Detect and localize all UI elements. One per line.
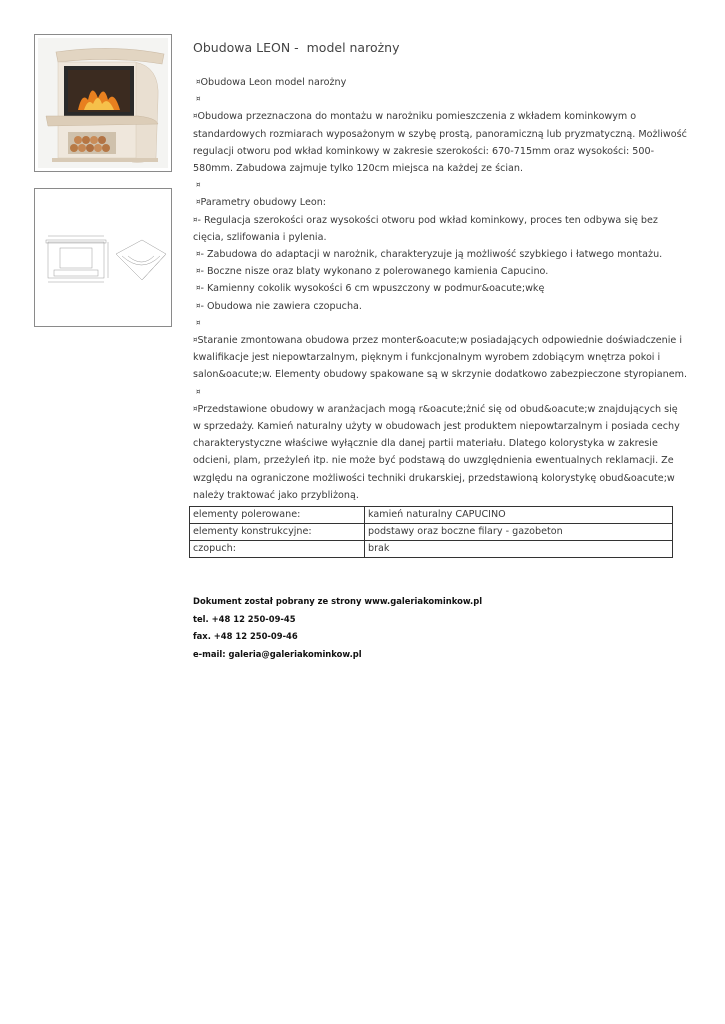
parameter-item: ¤- Boczne nisze oraz blaty wykonano z polerowanego kamienia Capucino.	[196, 266, 549, 278]
empty-line	[193, 315, 688, 332]
bullet-icon: ¤	[193, 404, 198, 413]
parameter-item: ¤- Regulacja szerokości oraz wysokości otworu pod wkład kominkowy, proces ten odbywa się bez cięcia, szlifowania i pylenia.	[193, 214, 658, 243]
empty-line	[193, 91, 688, 108]
bullet-icon: ¤	[196, 318, 201, 327]
parameter-item: ¤- Zabudowa do adaptacji w narożnik, charakteryzuje ją możliwość szybkiego i łatwego montażu.	[196, 249, 663, 261]
parameters-heading: ¤Parametry obudowy Leon:	[196, 197, 327, 209]
bullet-icon: ¤	[193, 112, 198, 121]
spec-key: elementy polerowane:	[190, 507, 365, 524]
parameter-item: ¤- Obudowa nie zawiera czopucha.	[196, 300, 362, 312]
paragraph-assembly: ¤Staranie zmontowana obudowa przez monter&oacute;w posiadających odpowiednie doświadczenie i kwalifikacje jest niepowtarzalnym, pięknym i funkcjonalnym wyrobem zdobiącym wnętrza pokoi i salon&oacute;w. Elementy obudowy spakowane są w skrzynie dodatkowo zabezpieczone styropianem.	[193, 335, 688, 381]
fax-number: fax. +48 12 250-09-46	[193, 631, 298, 641]
bullet-icon: ¤	[196, 387, 201, 396]
bullet-icon: ¤	[196, 301, 201, 310]
bullet-icon: ¤	[196, 267, 201, 276]
spec-value: podstawy oraz boczne filary - gazobeton	[365, 524, 673, 541]
spec-value: kamień naturalny CAPUCINO	[365, 507, 673, 524]
bullet-icon: ¤	[196, 181, 201, 190]
bullet-icon: ¤	[196, 95, 201, 104]
email-address: e-mail: galeria@galeriakominkow.pl	[193, 648, 362, 659]
page-title: Obudowa LEON - model narożny	[193, 40, 400, 55]
bullet-icon: ¤	[196, 78, 201, 86]
paragraph-disclaimer: ¤Przedstawione obudowy w aranżacjach mogą r&oacute;żnić się od obud&oacute;w znajdujących się w sprzedaży. Kamień naturalny użyty w obudowach jest produktem niepowtarzalnym i posiada cechy charakterystyczne właściwe wyłącznie dla danej partii materiału. Dlatego kolorystyka w zakresie odcieni, plam, przeżyleń itp. nie może być podstawą do uwzględnienia ewentualnych reklamacji. Ze względu na ograniczone możliwości techniki drukarskiej, przedstawioną kolorystykę obud&oacute;w należy traktować jako przybliżoną.	[193, 403, 680, 501]
bullet-icon: ¤	[196, 284, 201, 293]
fireplace-photo[interactable]	[34, 34, 172, 172]
spec-value: brak	[365, 541, 673, 558]
table-row	[190, 541, 673, 558]
bullet-icon: ¤	[193, 336, 198, 345]
empty-line	[193, 177, 688, 194]
spec-key: elementy konstrukcyjne:	[190, 524, 365, 541]
paragraph-intro: ¤Obudowa Leon model narożny	[196, 77, 347, 88]
paragraph-description: ¤Obudowa przeznaczona do montażu w narożniku pomieszczenia z wkładem kominkowym o standardowych rozmiarach wyposażonym w szybę prostą, panoramiczną lub pryzmatyczną. Możliwość regulacji otworu pod wkład kominkowy w zakresie szerokości: 670-715mm oraz wysokości: 500-580mm. Zabudowa zajmuje tylko 120cm miejsca na każdej ze ścian.	[193, 111, 687, 175]
contact-footer	[193, 593, 482, 663]
description	[193, 74, 688, 504]
parameter-item: ¤- Kamienny cokolik wysokości 6 cm wpuszczony w podmur&oacute;wkę	[196, 283, 545, 295]
fireplace-photo-image	[38, 38, 168, 168]
technical-drawing-image	[38, 192, 168, 323]
spec-table	[189, 506, 673, 558]
empty-line	[193, 384, 688, 401]
phone-number: tel. +48 12 250-09-45	[193, 613, 296, 624]
table-row	[190, 507, 673, 524]
bullet-icon: ¤	[196, 198, 201, 207]
spec-key: czopuch:	[190, 541, 365, 558]
technical-drawing[interactable]	[34, 188, 172, 327]
table-row	[190, 524, 673, 541]
source-note: Dokument został pobrany ze strony www.galeriakominkow.pl	[193, 596, 483, 606]
bullet-icon: ¤	[193, 215, 198, 224]
bullet-icon: ¤	[196, 250, 201, 259]
